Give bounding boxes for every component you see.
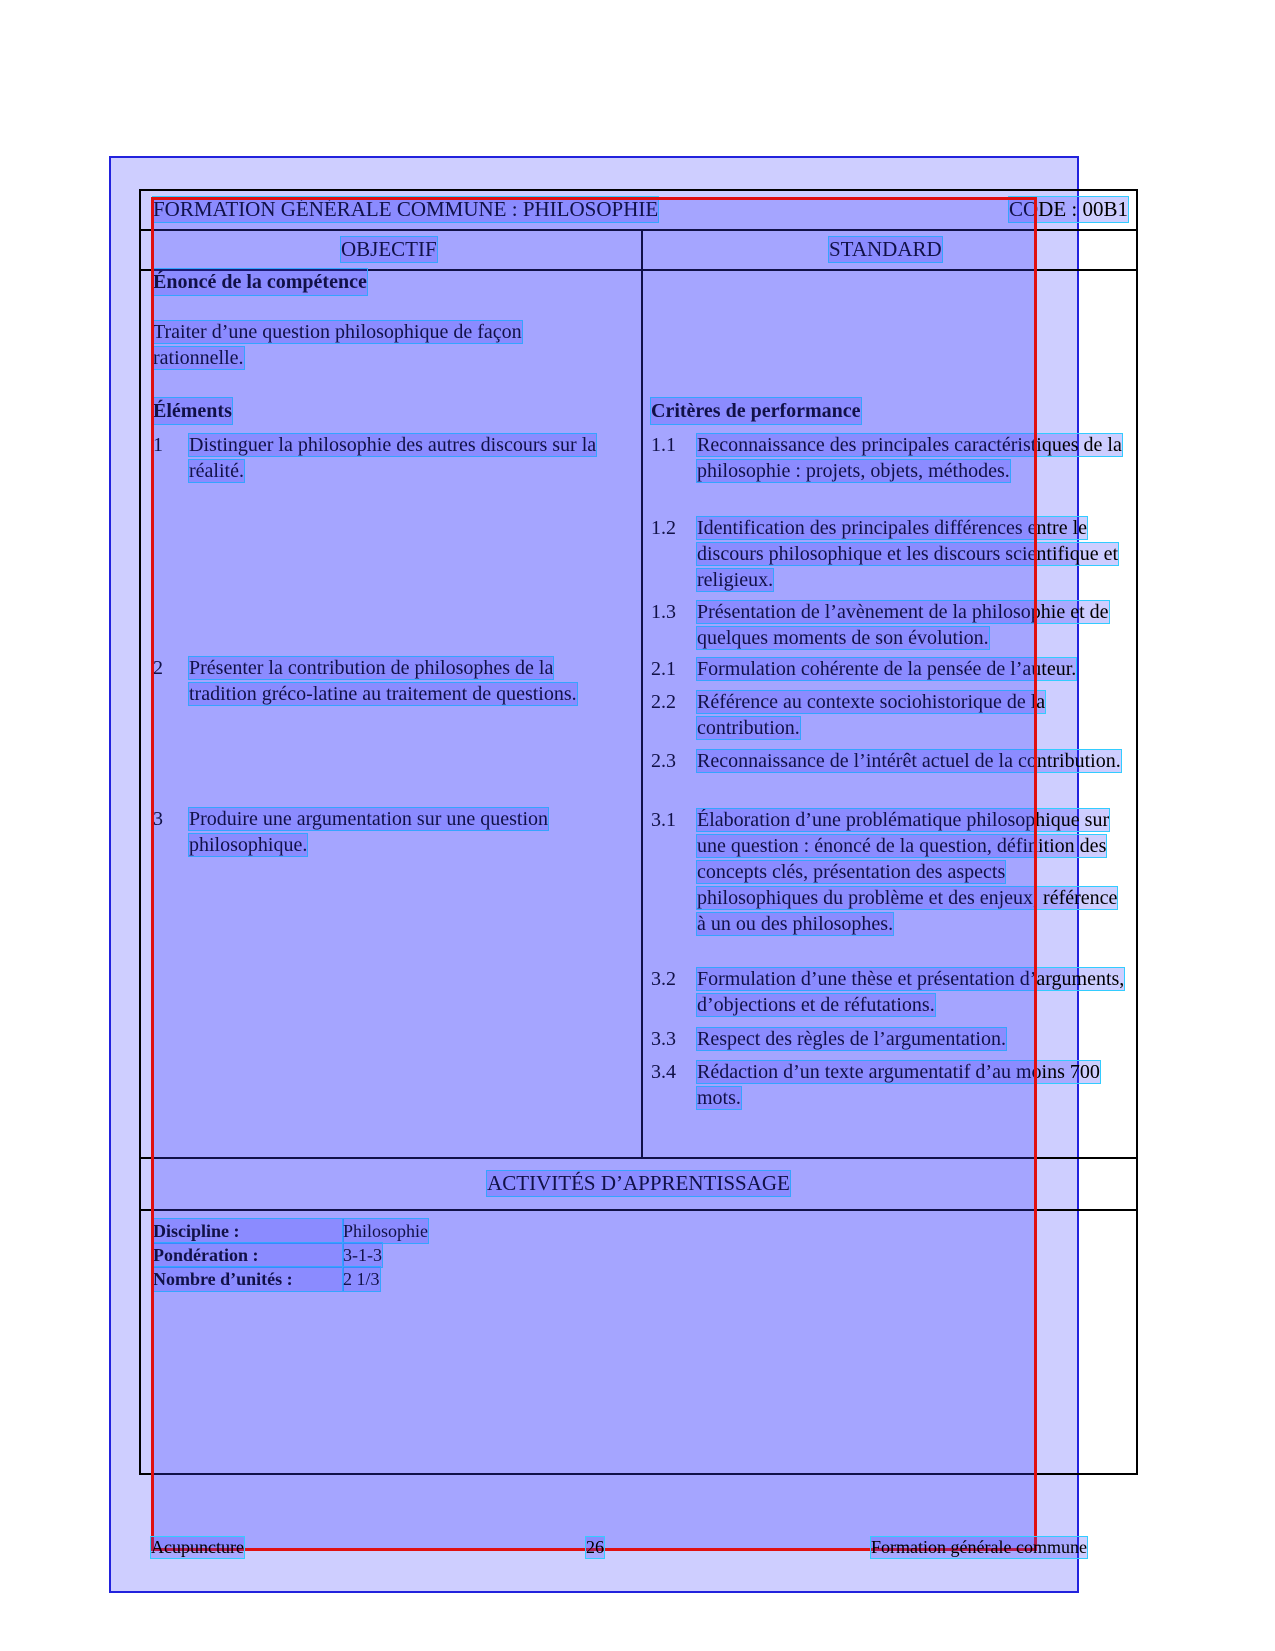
element-text: Produire une argumentation sur une question philosophique. (189, 808, 549, 856)
unites-label: Nombre d’unités : (153, 1267, 343, 1291)
critere-number: 2.1 (651, 658, 676, 680)
standard-header: STANDARD (829, 237, 942, 261)
annotation-inner-box (151, 197, 1037, 1551)
page-number: 26 (586, 1537, 604, 1557)
element-text: Distinguer la philosophie des autres discours sur la réalité. (189, 434, 597, 482)
objectif-header: OBJECTIF (341, 237, 437, 261)
critere-text: Formulation cohérente de la pensée de l’auteur. (697, 658, 1077, 680)
critere-number: 3.4 (651, 1061, 676, 1083)
critere-text: Élaboration d’une problématique philosophique sur une question : énoncé de la question, définition des concepts clés, présentation des aspects philosophiques du problème et des enjeux, référence à un ou des philosophes. (697, 809, 1118, 935)
critere-number: 2.2 (651, 691, 676, 713)
critere-number: 1.2 (651, 517, 676, 539)
critere-text: Reconnaissance de l’intérêt actuel de la contribution. (697, 750, 1121, 772)
elements-heading: Éléments (153, 400, 232, 422)
element-text: Présenter la contribution de philosophes de la tradition gréco-latine au traitement de questions. (189, 657, 577, 705)
critere-text: Identification des principales différences entre le discours philosophique et les discours scientifique et religieux. (697, 517, 1119, 591)
critere-text: Respect des règles de l’argumentation. (697, 1028, 1006, 1050)
critere-number: 3.2 (651, 968, 676, 990)
critere-number: 3.1 (651, 809, 676, 831)
element-number: 1 (153, 434, 163, 456)
ponderation-label: Pondération : (153, 1243, 343, 1267)
critere-text: Présentation de l’avènement de la philosophie et de quelques moments de son évolution. (697, 601, 1109, 649)
criteres-heading: Critères de performance (651, 400, 861, 422)
discipline-label: Discipline : (153, 1219, 343, 1243)
unites-value: 2 1/3 (343, 1269, 380, 1289)
critere-number: 1.3 (651, 601, 676, 623)
footer-left-text: Acupuncture (151, 1537, 244, 1557)
critere-number: 3.3 (651, 1028, 676, 1050)
form-code: CODE : 00B1 (1008, 197, 1128, 221)
element-number: 3 (153, 808, 163, 830)
footer-right-text: Formation générale commune (871, 1537, 1087, 1557)
discipline-value: Philosophie (343, 1221, 429, 1241)
form-title: FORMATION GÉNÉRALE COMMUNE : PHILOSOPHIE (153, 197, 659, 221)
ponderation-value: 3-1-3 (343, 1245, 382, 1265)
enonce-text: Traiter d’une question philosophique de façon rationnelle. (153, 321, 522, 369)
element-number: 2 (153, 657, 163, 679)
critere-text: Rédaction d’un texte argumentatif d’au moins 700 mots. (697, 1061, 1100, 1109)
critere-number: 2.3 (651, 750, 676, 772)
enonce-heading: Énoncé de la compétence (153, 271, 367, 293)
critere-text: Reconnaissance des principales caractéristiques de la philosophie : projets, objets, méthodes. (697, 434, 1122, 482)
critere-text: Formulation d’une thèse et présentation d’arguments, d’objections et de réfutations. (697, 968, 1125, 1016)
activities-heading: ACTIVITÉS D’APPRENTISSAGE (487, 1171, 790, 1195)
critere-text: Référence au contexte sociohistorique de la contribution. (697, 691, 1046, 739)
critere-number: 1.1 (651, 434, 676, 456)
